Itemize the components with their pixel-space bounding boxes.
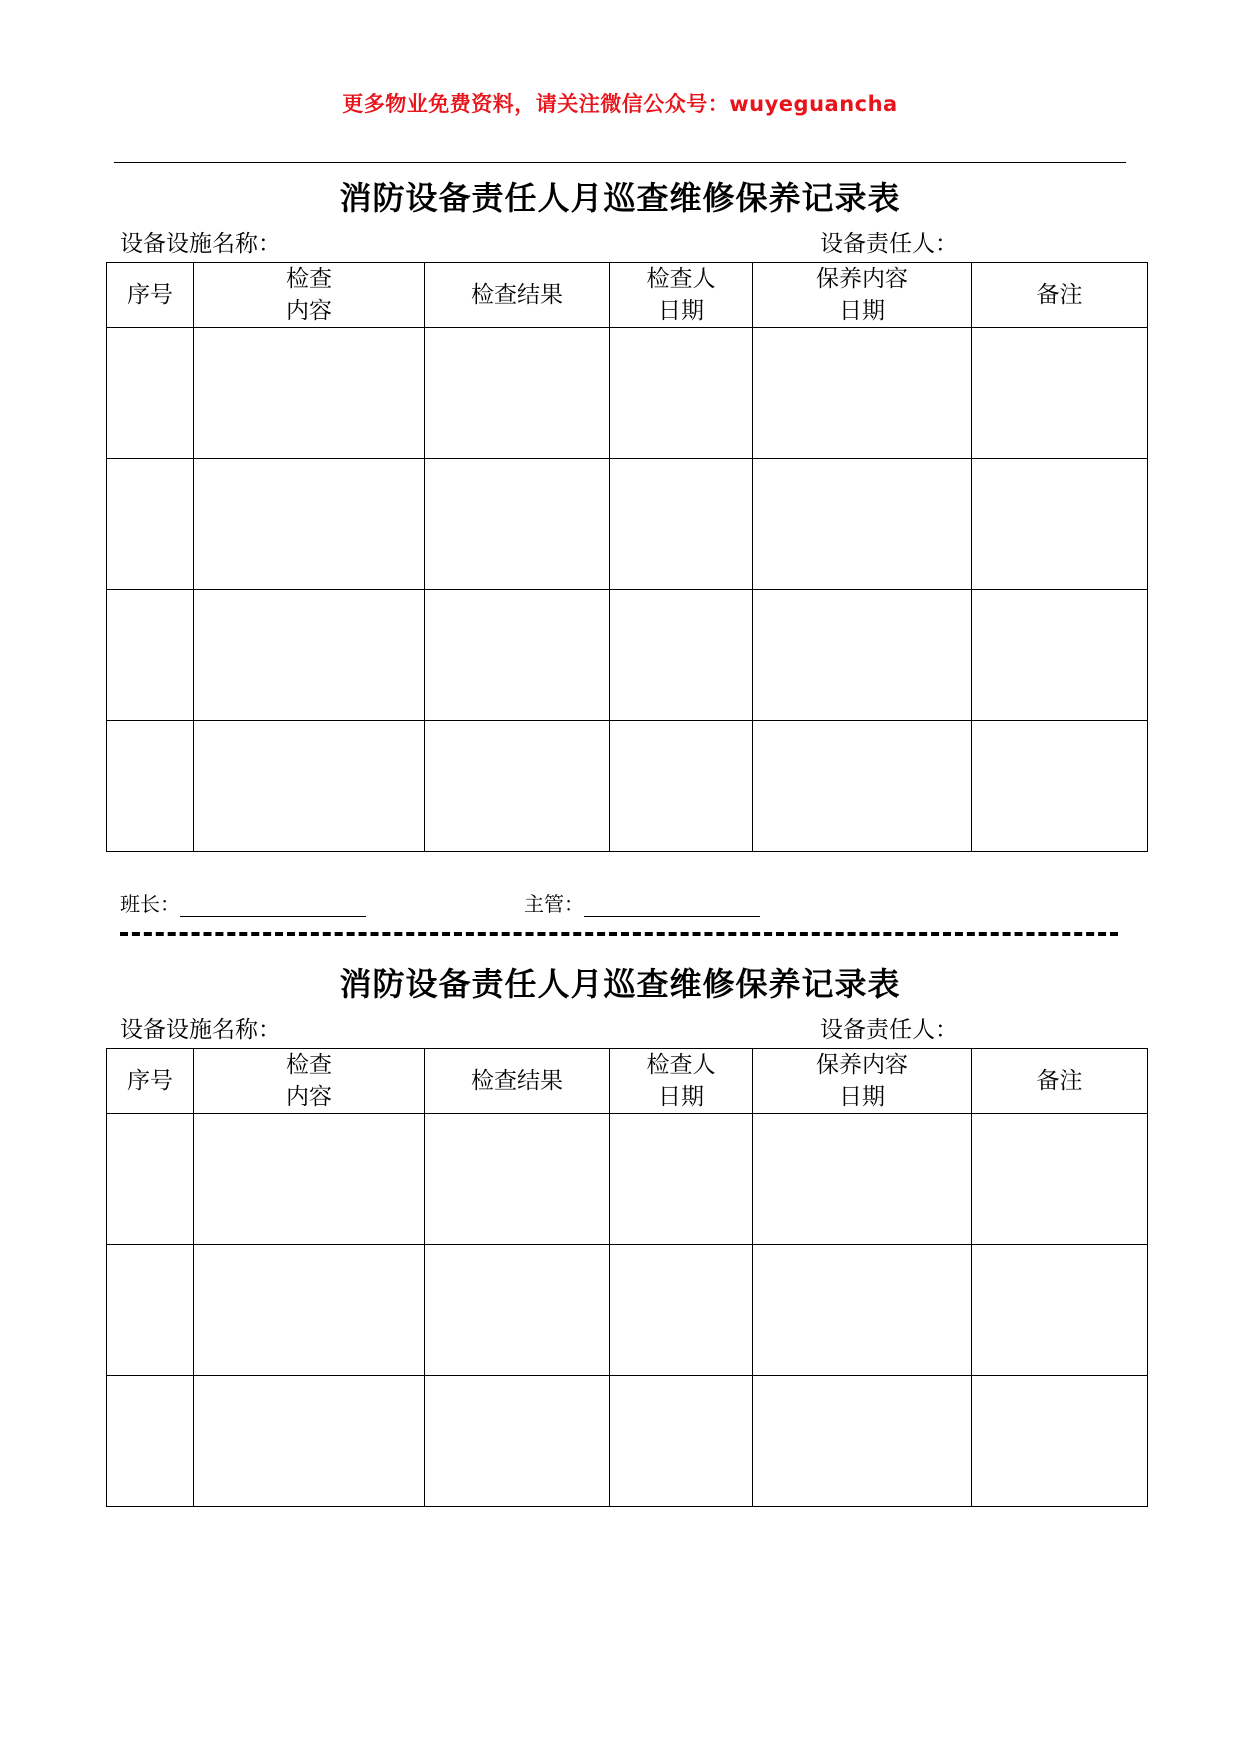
header-rule	[114, 162, 1126, 163]
table-cell[interactable]	[972, 328, 1148, 459]
table-cell[interactable]	[425, 328, 610, 459]
table-cell[interactable]	[107, 1376, 194, 1507]
facility-name-label: 设备设施名称：	[120, 1017, 281, 1043]
column-header	[194, 263, 425, 328]
table-cell[interactable]	[610, 459, 753, 590]
column-header	[753, 1049, 972, 1114]
table-cell[interactable]	[610, 1114, 753, 1245]
table-cell[interactable]	[753, 1376, 972, 1507]
column-header-text: 日期	[839, 298, 885, 324]
promo-banner: 更多物业免费资料，请关注微信公众号：wuyeguancha	[342, 92, 898, 116]
table-cell[interactable]	[194, 459, 425, 590]
table-cell[interactable]	[753, 1114, 972, 1245]
column-header	[425, 1049, 610, 1114]
column-header-text: 备注	[1036, 1068, 1083, 1094]
column-header	[425, 263, 610, 328]
column-header	[972, 1049, 1148, 1114]
table-cell[interactable]	[753, 721, 972, 852]
column-header-text: 日期	[658, 298, 704, 324]
monitor-signature-line[interactable]	[180, 894, 366, 917]
table-row	[107, 459, 1148, 590]
table-cell[interactable]	[753, 590, 972, 721]
table-row	[107, 1245, 1148, 1376]
table-cell[interactable]	[107, 1245, 194, 1376]
table-row	[107, 328, 1148, 459]
table-cell[interactable]	[610, 721, 753, 852]
monitor-signature	[120, 888, 366, 917]
table-cell[interactable]	[194, 721, 425, 852]
form-title: 消防设备责任人月巡查维修保养记录表	[339, 179, 901, 217]
table-cell[interactable]	[972, 459, 1148, 590]
table-cell[interactable]	[107, 721, 194, 852]
table-cell[interactable]	[194, 328, 425, 459]
column-header	[972, 263, 1148, 328]
table-cell[interactable]	[610, 1376, 753, 1507]
column-header-text: 内容	[286, 298, 332, 324]
table-cell[interactable]	[972, 1114, 1148, 1245]
column-header-text: 检查人	[646, 1052, 716, 1078]
table-cell[interactable]	[425, 1376, 610, 1507]
table-cell[interactable]	[425, 721, 610, 852]
column-header-text: 检查	[286, 266, 332, 292]
table-cell[interactable]	[107, 328, 194, 459]
table-row	[107, 590, 1148, 721]
record-table	[106, 1048, 1148, 1507]
column-header-text: 日期	[839, 1084, 885, 1110]
column-header-text: 检查人	[646, 266, 716, 292]
column-header-text: 检查结果	[471, 1068, 563, 1094]
facility-name-label: 设备设施名称：	[120, 231, 281, 257]
equipment-owner-label: 设备责任人：	[820, 231, 958, 257]
table-row	[107, 721, 1148, 852]
column-header-text: 保养内容	[816, 266, 908, 292]
cut-line	[120, 932, 1118, 936]
column-header	[610, 1049, 753, 1114]
column-header-text: 内容	[286, 1084, 332, 1110]
column-header	[610, 263, 753, 328]
table-cell[interactable]	[610, 590, 753, 721]
table-cell[interactable]	[610, 328, 753, 459]
column-header	[107, 263, 194, 328]
column-header-text: 序号	[127, 282, 173, 308]
table-cell[interactable]	[610, 1245, 753, 1376]
table-cell[interactable]	[194, 590, 425, 721]
table-cell[interactable]	[425, 1245, 610, 1376]
table-cell[interactable]	[972, 1245, 1148, 1376]
table-cell[interactable]	[753, 328, 972, 459]
column-header-text: 保养内容	[816, 1052, 908, 1078]
table-cell[interactable]	[972, 590, 1148, 721]
supervisor-signature-line[interactable]	[584, 894, 760, 917]
column-header-text: 备注	[1036, 282, 1083, 308]
table-cell[interactable]	[194, 1376, 425, 1507]
form-title: 消防设备责任人月巡查维修保养记录表	[339, 965, 901, 1003]
column-header-text: 检查结果	[471, 282, 563, 308]
table-cell[interactable]	[425, 590, 610, 721]
column-header	[194, 1049, 425, 1114]
column-header-text: 检查	[286, 1052, 332, 1078]
table-cell[interactable]	[425, 459, 610, 590]
table-cell[interactable]	[194, 1114, 425, 1245]
column-header-text: 日期	[658, 1084, 704, 1110]
table-cell[interactable]	[107, 459, 194, 590]
table-cell[interactable]	[107, 1114, 194, 1245]
column-header-text: 序号	[127, 1068, 173, 1094]
table-cell[interactable]	[753, 1245, 972, 1376]
supervisor-label: 主管：	[524, 892, 584, 916]
table-cell[interactable]	[107, 590, 194, 721]
table-row	[107, 1114, 1148, 1245]
table-cell[interactable]	[972, 1376, 1148, 1507]
table-row	[107, 1376, 1148, 1507]
column-header	[107, 1049, 194, 1114]
table-cell[interactable]	[194, 1245, 425, 1376]
table-cell[interactable]	[753, 459, 972, 590]
record-table	[106, 262, 1148, 852]
table-cell[interactable]	[972, 721, 1148, 852]
column-header	[753, 263, 972, 328]
supervisor-signature	[524, 888, 760, 917]
monitor-label: 班长：	[120, 892, 180, 916]
table-cell[interactable]	[425, 1114, 610, 1245]
equipment-owner-label: 设备责任人：	[820, 1017, 958, 1043]
